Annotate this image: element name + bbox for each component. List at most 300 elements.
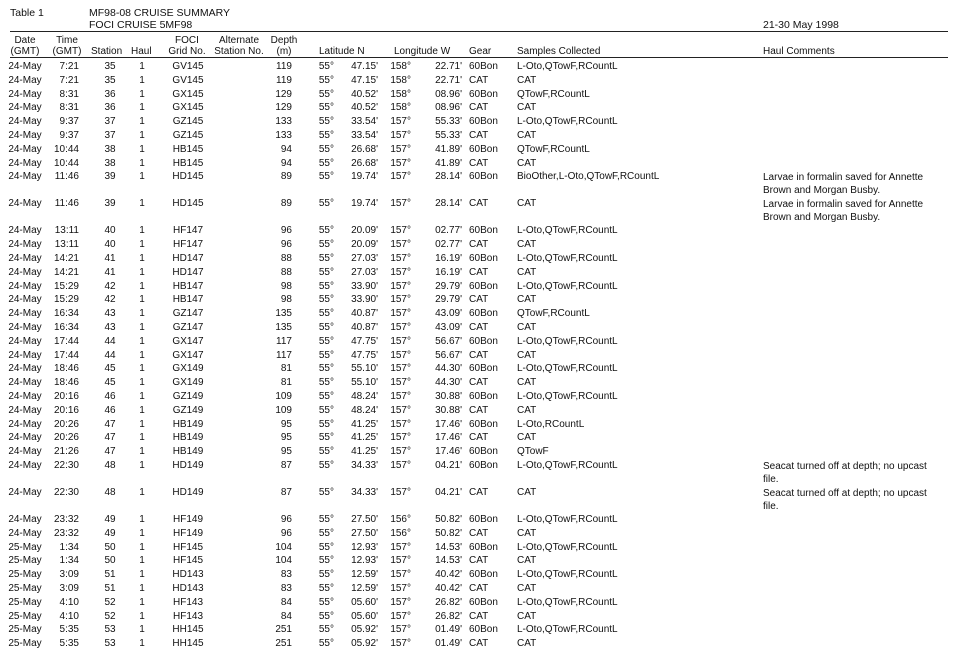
cell-lon-min: 14.53'	[435, 541, 462, 553]
cell-time: 5:35	[59, 638, 79, 650]
cell-samples: CAT	[517, 404, 537, 416]
cell-gear: 60Bon	[469, 446, 498, 458]
cell-lon-deg: 158°	[390, 61, 411, 72]
cell-lat-min: 41.25'	[351, 418, 378, 430]
cell-station: 44	[104, 335, 116, 347]
cell-date: 24-May	[8, 130, 42, 141]
cell-date: 24-May	[8, 460, 42, 471]
cell-grid: HF147	[172, 239, 203, 251]
cell-lat-min: 05.92'	[351, 638, 378, 650]
cell-gear: 60Bon	[469, 541, 498, 553]
cell-grid: GX147	[172, 335, 204, 347]
cell-grid: HD149	[172, 460, 204, 471]
cell-lat-min: 55.10'	[351, 363, 378, 375]
cell-samples: L-Oto,RCountL	[517, 418, 585, 430]
cell-lat-min: 19.74'	[351, 198, 378, 210]
cell-date: 25-May	[8, 610, 42, 622]
cell-grid: HF147	[172, 225, 203, 237]
cell-date: 24-May	[8, 280, 42, 292]
cell-date: 24-May	[8, 239, 42, 251]
cell-grid: HF149	[172, 527, 203, 539]
col-time-label: Time	[56, 35, 78, 46]
cell-lat-min: 33.90'	[351, 280, 378, 292]
cell-time: 3:09	[59, 583, 79, 594]
cell-depth: 117	[276, 335, 292, 347]
cell-lat-deg: 55°	[318, 555, 334, 567]
cell-lon-deg: 157°	[390, 294, 411, 306]
cell-lon-min: 26.82'	[435, 596, 462, 608]
cell-lat-min: 05.60'	[351, 596, 378, 608]
cell-depth: 89	[280, 198, 292, 210]
cell-gear: 60Bon	[469, 569, 498, 581]
cell-lon-deg: 157°	[390, 322, 411, 333]
cell-lon-deg: 157°	[390, 143, 411, 155]
cell-time: 15:29	[53, 294, 79, 306]
cell-grid: GZ145	[172, 130, 204, 141]
cell-time: 18:46	[53, 363, 79, 375]
cell-gear: CAT	[469, 74, 489, 86]
cell-lat-min: 40.87'	[351, 322, 378, 333]
cell-haul: 1	[139, 460, 145, 471]
cell-lat-min: 40.87'	[351, 308, 378, 320]
cell-lon-min: 43.09'	[435, 322, 462, 333]
cell-station: 39	[104, 198, 116, 210]
cell-samples: CAT	[517, 487, 537, 498]
cell-time: 16:34	[53, 322, 79, 333]
cell-lat-min: 33.54'	[351, 116, 378, 128]
cell-date: 24-May	[8, 446, 42, 458]
cell-samples: CAT	[517, 322, 537, 333]
cell-time: 4:10	[59, 596, 79, 608]
cell-grid: GX149	[172, 363, 204, 375]
cell-lon-min: 44.30'	[435, 377, 462, 389]
cell-station: 38	[104, 157, 116, 169]
cell-grid: HB145	[172, 143, 204, 155]
cell-grid: GX145	[172, 102, 204, 114]
cell-station: 46	[104, 404, 116, 416]
cell-gear: CAT	[469, 266, 489, 278]
cell-haul: 1	[139, 610, 145, 622]
cell-depth: 117	[276, 349, 292, 361]
cell-gear: 60Bon	[469, 116, 498, 128]
cell-haul: 1	[139, 102, 145, 114]
cell-station: 50	[104, 555, 116, 567]
cell-haul: 1	[139, 404, 145, 416]
cell-station: 45	[104, 363, 116, 375]
col-alt-station-unit: Station No.	[214, 46, 264, 57]
cell-lon-deg: 157°	[390, 225, 411, 237]
cell-lat-deg: 55°	[318, 266, 334, 278]
cell-gear: CAT	[469, 349, 489, 361]
cell-time: 8:31	[59, 102, 79, 114]
cell-lat-deg: 55°	[318, 638, 334, 650]
cell-time: 1:34	[59, 555, 79, 567]
col-grid-unit: Grid No.	[168, 46, 206, 57]
cell-station: 41	[104, 266, 116, 278]
cell-depth: 133	[275, 130, 292, 141]
cell-station: 48	[104, 460, 116, 471]
cell-time: 22:30	[53, 487, 79, 498]
cell-samples: L-Oto,QTowF,RCountL	[517, 391, 618, 402]
cell-lon-deg: 157°	[390, 418, 411, 430]
cell-lon-min: 22.71'	[435, 74, 462, 86]
cell-depth: 84	[280, 596, 292, 608]
cell-depth: 94	[280, 143, 292, 155]
cell-depth: 96	[280, 527, 292, 539]
cell-gear: CAT	[469, 322, 489, 333]
cell-time: 11:46	[54, 198, 79, 210]
cell-grid: GZ145	[172, 116, 204, 128]
cell-grid: HF145	[172, 541, 203, 553]
cell-lon-min: 04.21'	[435, 460, 462, 471]
cell-lat-min: 47.15'	[351, 61, 378, 72]
cell-lon-deg: 157°	[390, 624, 411, 636]
cell-lat-deg: 55°	[318, 116, 334, 128]
cell-gear: CAT	[469, 487, 489, 498]
cell-haul: 1	[139, 61, 145, 72]
cell-gear: CAT	[469, 377, 489, 389]
cell-grid: GZ147	[172, 308, 204, 320]
col-alt-station-label: Alternate	[218, 35, 260, 46]
cell-date: 24-May	[8, 363, 42, 375]
cell-lon-min: 41.89'	[435, 157, 462, 169]
cell-samples: L-Oto,QTowF,RCountL	[517, 541, 618, 553]
cell-lat-min: 33.90'	[351, 294, 378, 306]
cell-grid: HD145	[172, 171, 204, 183]
cell-lat-min: 12.93'	[351, 541, 378, 553]
cell-gear: CAT	[469, 198, 489, 210]
cell-lon-min: 16.19'	[435, 266, 462, 278]
cell-date: 25-May	[8, 569, 42, 581]
cell-time: 20:16	[53, 391, 79, 402]
cell-depth: 133	[275, 116, 292, 128]
cell-station: 38	[104, 143, 116, 155]
cell-haul: 1	[139, 225, 145, 237]
cell-samples: L-Oto,QTowF,RCountL	[517, 569, 618, 581]
col-depth-header	[268, 35, 300, 57]
cell-depth: 95	[280, 446, 292, 458]
cell-haul: 1	[139, 157, 145, 169]
cell-date: 24-May	[8, 88, 42, 100]
cell-haul: 1	[139, 74, 145, 86]
cell-station: 37	[104, 130, 116, 141]
cell-haul: 1	[139, 349, 145, 361]
cell-time: 14:21	[53, 253, 79, 264]
cell-lat-deg: 55°	[318, 446, 334, 458]
cell-depth: 81	[280, 363, 292, 375]
cell-haul: 1	[139, 239, 145, 251]
cell-samples: CAT	[517, 432, 537, 444]
cell-samples: CAT	[517, 527, 537, 539]
cell-samples: L-Oto,QTowF,RCountL	[517, 280, 618, 292]
cell-grid: HH145	[172, 638, 204, 650]
cell-grid: HF149	[172, 514, 203, 525]
cell-lat-min: 47.75'	[351, 335, 378, 347]
cell-date: 25-May	[8, 638, 42, 650]
cell-time: 20:16	[53, 404, 79, 416]
cell-lon-min: 02.77'	[435, 239, 462, 251]
cell-lon-deg: 157°	[390, 308, 411, 320]
cell-station: 48	[104, 487, 116, 498]
cell-gear: 60Bon	[469, 596, 498, 608]
cell-gear: CAT	[469, 130, 489, 141]
cell-time: 8:31	[59, 88, 79, 100]
cell-station: 44	[104, 349, 116, 361]
cell-grid: HD147	[172, 266, 204, 278]
table-label: Table 1	[10, 7, 44, 19]
cell-gear: 60Bon	[469, 335, 498, 347]
col-longitude-header: Longitude W	[394, 46, 451, 57]
col-grid-label: FOCI	[175, 35, 199, 46]
cell-lon-deg: 157°	[390, 253, 411, 264]
cell-station: 51	[104, 583, 116, 594]
cell-samples: CAT	[517, 198, 537, 210]
cell-lon-min: 01.49'	[435, 624, 462, 636]
cell-samples: CAT	[517, 377, 537, 389]
cell-station: 49	[104, 527, 116, 539]
cell-lon-deg: 157°	[390, 349, 411, 361]
cell-haul: 1	[139, 198, 145, 210]
cell-haul: 1	[139, 624, 145, 636]
cell-lat-min: 40.52'	[351, 88, 378, 100]
cell-haul: 1	[139, 335, 145, 347]
cell-lat-deg: 55°	[318, 391, 334, 402]
cell-station: 36	[104, 88, 116, 100]
cell-grid: GX145	[172, 88, 204, 100]
cell-lat-deg: 55°	[318, 225, 334, 237]
cell-time: 20:26	[53, 418, 79, 430]
cell-comment: Larvae in formalin saved for Annette Brown and Morgan Busby.	[763, 172, 924, 197]
cell-gear: 60Bon	[469, 460, 498, 471]
cell-depth: 94	[280, 157, 292, 169]
cell-samples: CAT	[517, 239, 537, 251]
cell-lat-deg: 55°	[318, 102, 334, 114]
cell-lon-deg: 157°	[390, 446, 411, 458]
cell-haul: 1	[139, 363, 145, 375]
cell-gear: 60Bon	[469, 171, 498, 183]
cell-lat-min: 55.10'	[351, 377, 378, 389]
cell-depth: 87	[280, 460, 292, 471]
cell-haul: 1	[139, 377, 145, 389]
cell-depth: 109	[275, 391, 292, 402]
cell-grid: GZ149	[172, 391, 204, 402]
cell-haul: 1	[139, 280, 145, 292]
cell-lat-deg: 55°	[318, 61, 334, 72]
cell-lon-deg: 157°	[390, 157, 411, 169]
cell-haul: 1	[139, 116, 145, 128]
cell-lon-deg: 157°	[390, 541, 411, 553]
cell-date: 24-May	[8, 527, 42, 539]
cell-depth: 119	[276, 61, 292, 72]
cell-samples: QTowF,RCountL	[517, 88, 590, 100]
cell-lat-deg: 55°	[318, 404, 334, 416]
cell-grid: GZ147	[172, 322, 204, 333]
cell-date: 24-May	[8, 308, 42, 320]
cell-lon-min: 29.79'	[435, 294, 462, 306]
document-subtitle: FOCI CRUISE 5MF98	[89, 19, 193, 31]
cell-station: 39	[104, 171, 116, 183]
cell-lat-deg: 55°	[318, 514, 334, 525]
cell-lon-deg: 158°	[390, 88, 411, 100]
cell-date: 24-May	[8, 418, 42, 430]
cell-lon-min: 08.96'	[435, 102, 462, 114]
cell-lon-min: 56.67'	[435, 349, 462, 361]
cell-lat-deg: 55°	[318, 460, 334, 471]
cell-gear: 60Bon	[469, 624, 498, 636]
cell-samples: CAT	[517, 610, 537, 622]
col-depth-unit: (m)	[276, 46, 292, 57]
cell-grid: HF145	[172, 555, 203, 567]
cell-grid: GX147	[172, 349, 204, 361]
cell-lon-deg: 157°	[390, 487, 411, 498]
col-latitude-header: Latitude N	[319, 46, 365, 57]
cell-gear: 60Bon	[469, 308, 498, 320]
col-haul-header: Haul	[131, 46, 152, 57]
cell-lat-deg: 55°	[318, 335, 334, 347]
cell-lat-min: 20.09'	[351, 225, 378, 237]
cell-station: 42	[104, 280, 116, 292]
cell-gear: 60Bon	[469, 418, 498, 430]
cell-lat-min: 47.15'	[351, 74, 378, 86]
cell-station: 49	[104, 514, 116, 525]
cell-samples: L-Oto,QTowF,RCountL	[517, 116, 618, 128]
cell-gear: 60Bon	[469, 280, 498, 292]
cell-lon-min: 22.71'	[435, 61, 462, 72]
cell-depth: 89	[280, 171, 292, 183]
cell-date: 24-May	[8, 253, 42, 264]
cell-depth: 81	[280, 377, 292, 389]
cell-grid: HH145	[172, 624, 204, 636]
col-grid-header	[159, 35, 215, 57]
cell-gear: CAT	[469, 583, 489, 594]
cell-lon-min: 44.30'	[435, 363, 462, 375]
cell-samples: BioOther,L-Oto,QTowF,RCountL	[517, 171, 660, 183]
cell-station: 41	[104, 253, 116, 264]
cell-samples: CAT	[517, 102, 537, 114]
cell-lon-min: 40.42'	[435, 583, 462, 594]
cell-haul: 1	[139, 555, 145, 567]
cell-lon-deg: 157°	[390, 432, 411, 444]
cell-date: 24-May	[8, 514, 42, 525]
cell-lon-min: 02.77'	[435, 225, 462, 237]
cell-date: 24-May	[8, 391, 42, 402]
cell-station: 35	[104, 74, 116, 86]
cell-lat-min: 05.60'	[351, 610, 378, 622]
cell-depth: 83	[280, 569, 292, 581]
cell-gear: CAT	[469, 432, 489, 444]
cell-gear: CAT	[469, 404, 489, 416]
cell-gear: 60Bon	[469, 391, 498, 402]
cell-grid: HD145	[172, 198, 204, 210]
cell-gear: CAT	[469, 527, 489, 539]
col-time-header	[50, 35, 84, 57]
cell-lat-deg: 55°	[318, 418, 334, 430]
cell-depth: 96	[280, 239, 292, 251]
cell-date: 25-May	[8, 555, 42, 567]
cell-gear: CAT	[469, 638, 489, 650]
cell-lat-min: 48.24'	[351, 391, 378, 402]
col-gear-header: Gear	[469, 46, 492, 57]
cell-lat-min: 40.52'	[351, 102, 378, 114]
cell-time: 17:44	[53, 335, 79, 347]
cell-date: 24-May	[8, 294, 42, 306]
cell-lon-deg: 157°	[390, 280, 411, 292]
cell-date: 25-May	[8, 596, 42, 608]
cell-grid: GV145	[172, 61, 204, 72]
cell-haul: 1	[139, 418, 145, 430]
cell-time: 22:30	[53, 460, 79, 471]
cell-time: 9:37	[59, 116, 79, 128]
header-bottom-rule	[10, 57, 948, 58]
cell-gear: 60Bon	[469, 225, 498, 237]
col-date-unit: (GMT)	[10, 46, 40, 57]
cell-time: 9:37	[59, 130, 79, 141]
cell-lat-min: 47.75'	[351, 349, 378, 361]
cell-grid: HD149	[172, 487, 204, 498]
cell-lon-deg: 157°	[390, 555, 411, 567]
cell-depth: 135	[275, 308, 292, 320]
cell-station: 45	[104, 377, 116, 389]
cell-time: 23:32	[53, 527, 79, 539]
cell-lon-deg: 157°	[390, 404, 411, 416]
cell-samples: CAT	[517, 74, 537, 86]
cell-lat-deg: 55°	[318, 294, 334, 306]
cell-comment: Larvae in formalin saved for Annette Brown and Morgan Busby.	[763, 199, 924, 224]
cell-gear: CAT	[469, 102, 489, 114]
cell-time: 1:34	[59, 541, 79, 553]
cell-samples: CAT	[517, 638, 537, 650]
cell-date: 24-May	[8, 349, 42, 361]
cell-lon-deg: 157°	[390, 239, 411, 251]
cell-station: 47	[104, 418, 116, 430]
cell-samples: CAT	[517, 266, 537, 278]
cell-haul: 1	[139, 253, 145, 264]
cell-time: 13:11	[54, 225, 79, 237]
cell-station: 53	[104, 638, 116, 650]
cell-lon-min: 17.46'	[435, 418, 462, 430]
cell-lat-min: 19.74'	[351, 171, 378, 183]
cell-station: 46	[104, 391, 116, 402]
cell-lat-min: 34.33'	[351, 460, 378, 471]
cell-lat-deg: 55°	[318, 527, 334, 539]
cell-gear: CAT	[469, 157, 489, 169]
cell-haul: 1	[139, 446, 145, 458]
cell-time: 20:26	[53, 432, 79, 444]
cell-time: 10:44	[53, 143, 79, 155]
cell-lat-deg: 55°	[318, 253, 334, 264]
cell-time: 16:34	[53, 308, 79, 320]
cell-lat-deg: 55°	[318, 569, 334, 581]
cell-gear: 60Bon	[469, 143, 498, 155]
cell-grid: HB149	[172, 418, 204, 430]
cell-lat-deg: 55°	[318, 130, 334, 141]
cell-lon-deg: 157°	[390, 610, 411, 622]
cell-depth: 96	[280, 225, 292, 237]
cell-haul: 1	[139, 294, 145, 306]
cell-haul: 1	[139, 569, 145, 581]
cell-time: 10:44	[53, 157, 79, 169]
cell-samples: L-Oto,QTowF,RCountL	[517, 514, 618, 525]
cell-lat-deg: 55°	[318, 157, 334, 169]
cell-date: 24-May	[8, 157, 42, 169]
cell-depth: 95	[280, 418, 292, 430]
cell-date: 24-May	[8, 377, 42, 389]
cell-grid: HD147	[172, 253, 204, 264]
cell-haul: 1	[139, 130, 145, 141]
cell-date: 24-May	[8, 198, 42, 210]
cell-lat-deg: 55°	[318, 596, 334, 608]
cell-depth: 88	[280, 266, 292, 278]
